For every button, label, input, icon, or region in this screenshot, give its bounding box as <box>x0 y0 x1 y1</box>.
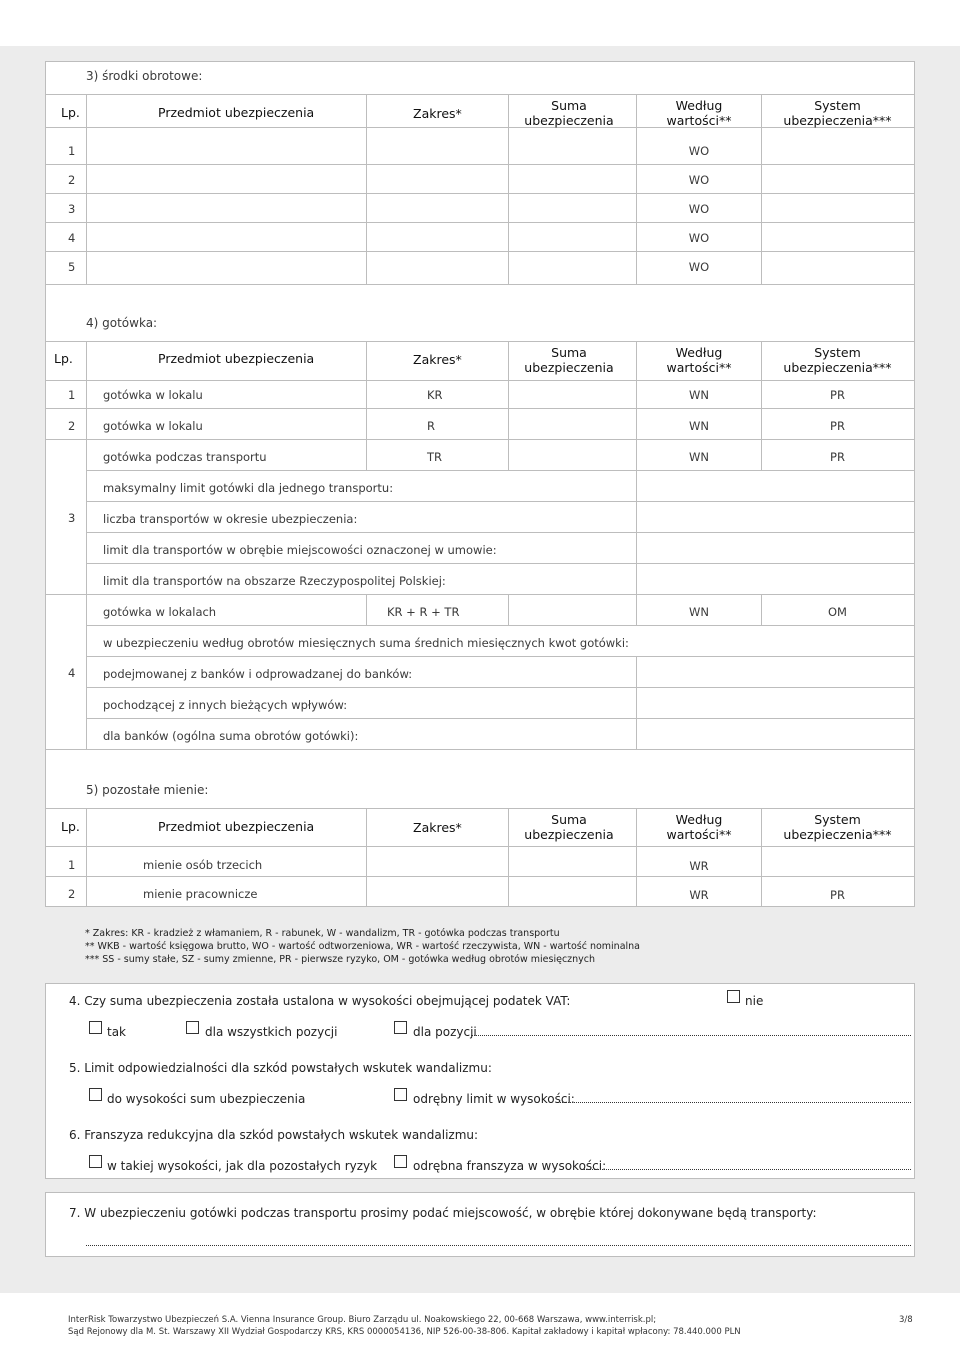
divider <box>46 408 914 409</box>
s4-row-3-system: PR <box>830 450 845 464</box>
s5-row-2-system: PR <box>830 888 845 902</box>
header-scope: Zakres* <box>413 106 462 121</box>
divider <box>46 594 914 595</box>
header-lp: Lp. <box>54 351 73 366</box>
s3-row-4-lp: 4 <box>68 231 76 245</box>
header-sum-2: ubezpieczenia <box>524 113 614 128</box>
deductible-separate-checkbox[interactable] <box>394 1155 407 1168</box>
divider <box>46 222 914 223</box>
header-value-1: Według <box>675 345 723 360</box>
header-system-2: ubezpieczenia*** <box>783 360 892 375</box>
header-value-1: Według <box>675 98 723 113</box>
divider <box>86 94 87 285</box>
s4-row-3-sub-2: liczba transportów w okresie ubezpieczenia: <box>103 512 358 526</box>
footer-company-line: InterRisk Towarzystwo Ubezpieczeń S.A. Vienna Insurance Group. Biuro Zarządu ul. Noakowskiego 22, 00-668 Warszawa, www.interrisk.pl; <box>68 1315 657 1325</box>
s4-row-4-system: OM <box>828 605 847 619</box>
divider <box>508 341 509 470</box>
header-value-2: wartości** <box>666 113 732 128</box>
header-lp: Lp. <box>61 105 80 120</box>
s4-row-4-sub-1: w ubezpieczeniu według obrotów miesięcznych suma średnich miesięcznych kwot gotówki: <box>103 636 629 650</box>
divider <box>508 594 509 625</box>
header-system-2: ubezpieczenia*** <box>783 827 892 842</box>
header-system-1: System <box>814 345 861 360</box>
s4-row-1-system: PR <box>830 388 845 402</box>
divider <box>366 94 367 285</box>
divider <box>636 94 637 285</box>
s4-row-1-lp: 1 <box>68 388 76 402</box>
page-number: 3/8 <box>899 1315 913 1325</box>
s3-row-5-lp: 5 <box>68 260 76 274</box>
divider <box>86 341 87 750</box>
s4-row-1-value: WN <box>689 388 709 402</box>
s4-row-1-scope: KR <box>427 388 443 402</box>
s3-row-5-value: WO <box>688 260 710 274</box>
header-scope: Zakres* <box>413 820 462 835</box>
s4-row-1-subject: gotówka w lokalu <box>103 388 203 402</box>
s4-row-3-lp: 3 <box>68 511 76 525</box>
header-sum-2: ubezpieczenia <box>524 360 614 375</box>
s4-row-2-system: PR <box>830 419 845 433</box>
header-value-2: wartości** <box>666 827 732 842</box>
s3-row-1-value: WO <box>688 144 710 158</box>
header-lp: Lp. <box>61 819 80 834</box>
vat-position-label: dla pozycji <box>413 1025 477 1039</box>
divider <box>636 470 637 594</box>
s4-row-2-subject: gotówka w lokalu <box>103 419 203 433</box>
deductible-separate-label: odrębna franszyza w wysokości: <box>413 1159 607 1173</box>
header-system-1: System <box>814 812 861 827</box>
divider <box>636 594 637 625</box>
divider <box>46 341 914 342</box>
s3-row-3-value: WO <box>688 202 710 216</box>
divider <box>46 439 914 440</box>
header-sum-1: Suma <box>551 345 587 360</box>
header-system-2: ubezpieczenia*** <box>783 113 892 128</box>
vat-all-positions-label: dla wszystkich pozycji <box>205 1025 338 1039</box>
s4-row-4-sub-3: pochodzącej z innych bieżących wpływów: <box>103 698 348 712</box>
vat-position-checkbox[interactable] <box>394 1021 407 1034</box>
vat-no-checkbox[interactable] <box>727 990 740 1003</box>
header-subject: Przedmiot ubezpieczenia <box>158 105 315 120</box>
s4-row-4-value: WN <box>689 605 709 619</box>
divider <box>86 532 914 533</box>
divider <box>86 625 914 626</box>
page-top-margin <box>0 0 960 46</box>
deductible-same-label: w takiej wysokości, jak dla pozostałych ryzyk <box>107 1159 378 1173</box>
s3-row-2-value: WO <box>688 173 710 187</box>
divider <box>46 749 914 750</box>
header-system-1: System <box>814 98 861 113</box>
vandalism-limit-input[interactable] <box>556 1102 911 1103</box>
question-7-panel <box>45 1192 915 1257</box>
divider <box>86 563 914 564</box>
questions-panel <box>45 983 915 1179</box>
vat-position-input[interactable] <box>471 1035 911 1036</box>
header-scope: Zakres* <box>413 352 462 367</box>
s5-row-1-value: WR <box>689 859 709 873</box>
s5-row-1-subject: mienie osób trzecich <box>143 858 263 872</box>
vat-yes-checkbox[interactable] <box>89 1021 102 1034</box>
question-5-text: 5. Limit odpowiedzialności dla szkód powstałych wskutek wandalizmu: <box>69 1061 492 1075</box>
s5-row-2-value: WR <box>689 888 709 902</box>
divider <box>636 808 637 906</box>
vat-yes-label: tak <box>107 1025 127 1039</box>
s4-row-4-lp: 4 <box>68 666 76 680</box>
divider <box>366 808 367 906</box>
divider <box>86 501 914 502</box>
header-value-1: Według <box>675 812 723 827</box>
divider <box>46 380 914 381</box>
s5-row-2-lp: 2 <box>68 887 76 901</box>
footer-registry-line: Sąd Rejonowy dla M. St. Warszawy XII Wydział Gospodarczy KRS, KRS 0000054136, NIP 526-00-38-806. Kapitał zakładowy i kapitał wpłacony: 78.440.000 PLN <box>68 1327 741 1337</box>
divider <box>46 284 914 285</box>
footnote-system: *** SS - sumy stałe, SZ - sumy zmienne, PR - pierwsze ryzyko, OM - gotówka według obrotów miesięcznych <box>85 954 596 965</box>
s4-row-2-value: WN <box>689 419 709 433</box>
s4-row-3-sub-3: limit dla transportów w obrębie miejscowości oznaczonej w umowie: <box>103 543 497 557</box>
divider <box>46 94 914 95</box>
vandalism-limit-separate-checkbox[interactable] <box>394 1088 407 1101</box>
divider <box>508 94 509 285</box>
divider <box>46 251 914 252</box>
s4-row-4-subject: gotówka w lokalach <box>103 605 217 619</box>
divider <box>86 656 914 657</box>
s5-row-1-lp: 1 <box>68 858 76 872</box>
vat-no-label: nie <box>745 994 764 1008</box>
divider <box>46 808 914 809</box>
header-sum-2: ubezpieczenia <box>524 827 614 842</box>
question-4-text: 4. Czy suma ubezpieczenia została ustalona w wysokości obejmującej podatek VAT: <box>69 994 571 1008</box>
divider <box>86 687 914 688</box>
question-7-text: 7. W ubezpieczeniu gotówki podczas transportu prosimy podać miejscowość, w obrębie której dokonywane będą transporty: <box>69 1206 817 1220</box>
vandalism-limit-separate-label: odrębny limit w wysokości: <box>413 1092 575 1106</box>
section-4-title: 4) gotówka: <box>86 316 158 330</box>
deductible-same-checkbox[interactable] <box>89 1155 102 1168</box>
divider <box>46 193 914 194</box>
s4-row-2-lp: 2 <box>68 419 76 433</box>
s4-row-4-sub-4: dla banków (ogólna suma obrotów gotówki): <box>103 729 359 743</box>
header-sum-1: Suma <box>551 98 587 113</box>
divider <box>86 808 87 906</box>
divider <box>366 341 367 470</box>
header-sum-1: Suma <box>551 812 587 827</box>
deductible-input[interactable] <box>582 1169 911 1170</box>
divider <box>636 341 637 470</box>
divider <box>46 164 914 165</box>
divider <box>636 656 637 749</box>
s3-row-2-lp: 2 <box>68 173 76 187</box>
header-value-2: wartości** <box>666 360 732 375</box>
header-subject: Przedmiot ubezpieczenia <box>158 819 315 834</box>
vat-all-positions-checkbox[interactable] <box>186 1021 199 1034</box>
s4-row-3-value: WN <box>689 450 709 464</box>
section-5-title: 5) pozostałe mienie: <box>86 783 209 797</box>
s3-row-1-lp: 1 <box>68 144 76 158</box>
divider <box>366 594 367 625</box>
s4-row-3-sub-1: maksymalny limit gotówki dla jednego transportu: <box>103 481 394 495</box>
s4-row-3-subject: gotówka podczas transportu <box>103 450 267 464</box>
s3-row-3-lp: 3 <box>68 202 76 216</box>
s4-row-4-scope: KR + R + TR <box>387 605 460 619</box>
s4-row-2-scope: R <box>427 419 435 433</box>
header-subject: Przedmiot ubezpieczenia <box>158 351 315 366</box>
insurance-items-panel <box>45 61 915 907</box>
section-3-title: 3) środki obrotowe: <box>86 69 203 83</box>
divider <box>508 808 509 906</box>
divider <box>86 718 914 719</box>
s3-row-4-value: WO <box>688 231 710 245</box>
question-6-text: 6. Franszyza redukcyjna dla szkód powstałych wskutek wandalizmu: <box>69 1128 479 1142</box>
divider <box>761 94 762 285</box>
s4-row-3-scope: TR <box>427 450 443 464</box>
page-footer <box>0 1293 960 1358</box>
vandalism-limit-sum-checkbox[interactable] <box>89 1088 102 1101</box>
s4-row-3-sub-4: limit dla transportów na obszarze Rzeczypospolitej Polskiej: <box>103 574 446 588</box>
vandalism-limit-sum-label: do wysokości sum ubezpieczenia <box>107 1092 306 1106</box>
s4-row-4-sub-2: podejmowanej z banków i odprowadzanej do banków: <box>103 667 413 681</box>
divider <box>86 470 914 471</box>
s5-row-2-subject: mienie pracownicze <box>143 887 258 901</box>
divider <box>46 846 914 847</box>
divider <box>46 876 914 877</box>
footnote-scope: * Zakres: KR - kradzież z włamaniem, R - rabunek, W - wandalizm, TR - gotówka podczas transportu <box>85 928 560 939</box>
footnote-value: ** WKB - wartość księgowa brutto, WO - wartość odtworzeniowa, WR - wartość rzeczywista, WN - wartość nominalna <box>85 941 641 952</box>
transport-locality-input[interactable] <box>86 1245 911 1246</box>
